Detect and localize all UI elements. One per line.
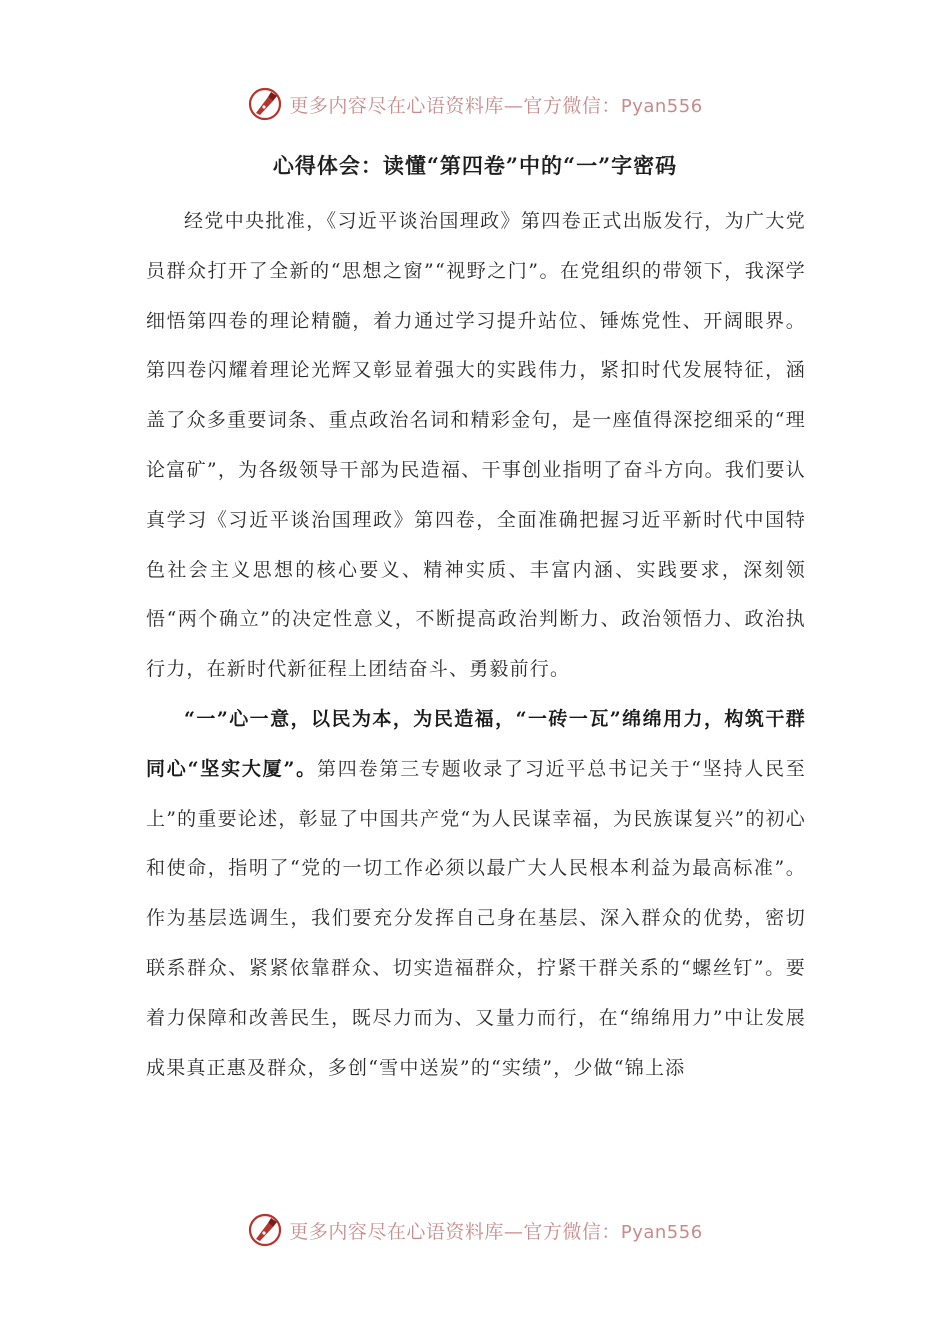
banner-text: 更多内容尽在心语资料库—官方微信：Pyan556 [289,1220,703,1243]
paragraph-1-text: 经党中央批准，《习近平谈治国理政》第四卷正式出版发行，为广大党员群众打开了全新的“思想之窗”“视野之门”。在党组织的带领下，我深学细悟第四卷的理论精髓，着力通过学习提升站位、锤炼党性、开阔眼界。第四卷闪耀着理论光辉又彰显着强大的实践伟力，紧扣时代发展特征，涵盖了众多重要词条、重点政治名词和精彩金句，是一座值得深挖细采的“理论富矿”，为各级领导干部为民造福、干事创业指明了奋斗方向。我们要认真学习《习近平谈治国理政》第四卷，全面准确把握习近平新时代中国特色社会主义思想的核心要义、精神实质、丰富内涵、实践要求，深刻领悟“两个确立”的决定性意义，不断提高政治判断力、政治领悟力、政治执行力，在新时代新征程上团结奋斗、勇毅前行。 [146,210,806,681]
paragraph-2-text: 第四卷第三专题收录了习近平总书记关于“坚持人民至上”的重要论述，彰显了中国共产党“为人民谋幸福，为民族谋复兴”的初心和使命，指明了“党的一切工作必须以最广大人民根本利益为最高标准”。作为基层选调生，我们要充分发挥自己身在基层、深入群众的优势，密切联系群众、紧紧依靠群众、切实造福群众，拧紧干群关系的“螺丝钉”。要着力保障和改善民生，既尽力而为、又量力而行，在“绵绵用力”中让发展成果真正惠及群众，多创“雪中送炭”的“实绩”，少做“锦上添 [146,757,806,1079]
paragraph-2 [146,695,806,1093]
article-body [146,197,806,1093]
wechat-id: Pyan556 [620,95,703,117]
banner-text: 更多内容尽在心语资料库—官方微信：Pyan556 [289,94,703,117]
page-title: 心得体会：读懂“第四卷”中的“一”字密码 [272,153,678,178]
wechat-id: Pyan556 [620,1221,703,1243]
paragraph-2-lead: “一”心一意，以民为本，为民造福，“一砖一瓦”绵绵用力，构筑干群同心“坚实大厦”。 [146,707,806,780]
paragraph-1 [146,197,806,695]
footer-watermark-banner [0,1210,950,1250]
pen-nib-logo-icon [247,86,283,122]
pen-nib-logo-icon [247,1212,283,1248]
header-watermark-banner [0,84,950,124]
